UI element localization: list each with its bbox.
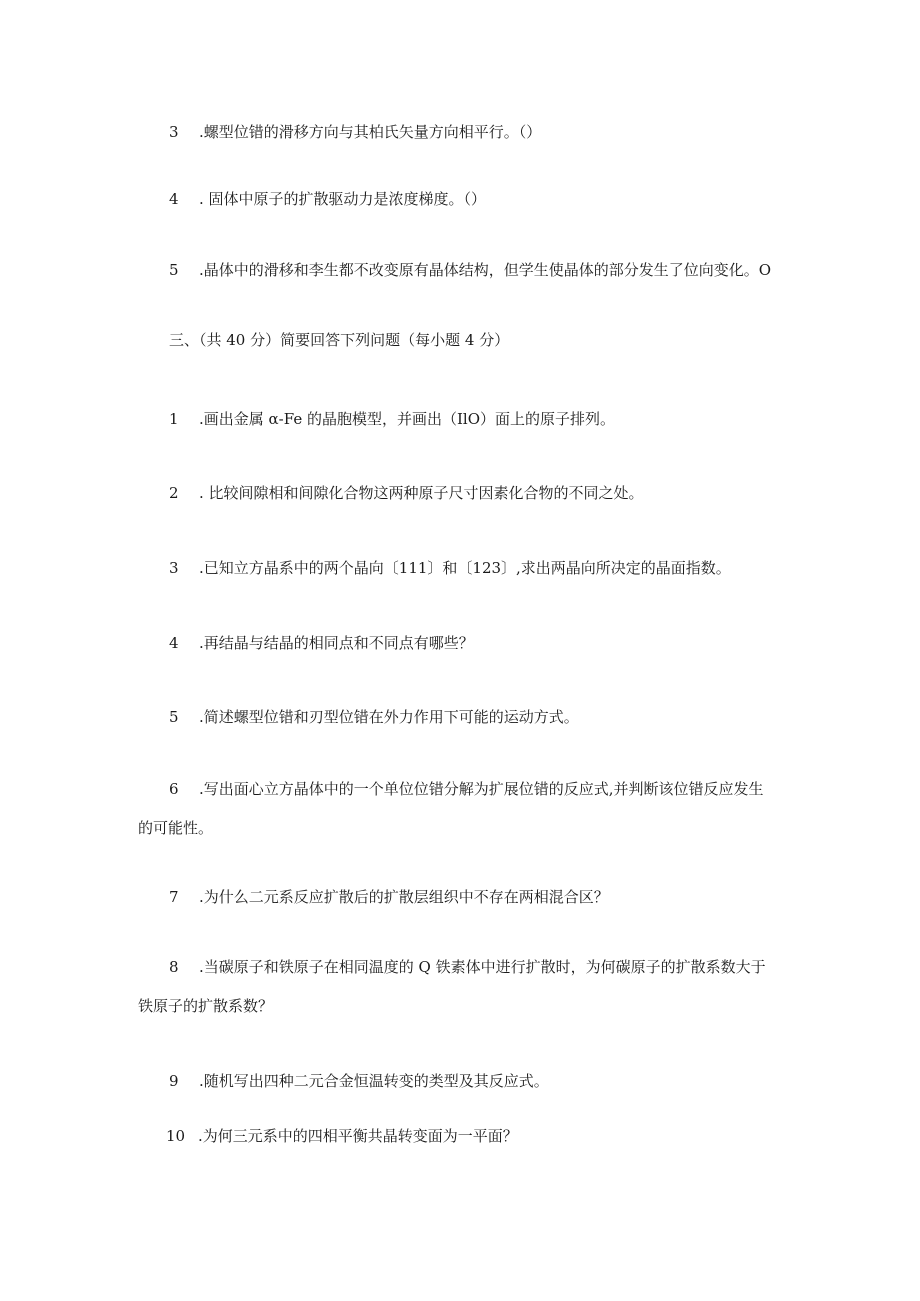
question-text: .为何三元系中的四相平衡共晶转变面为一平面？ bbox=[198, 1127, 518, 1145]
question-number: 5 bbox=[169, 708, 179, 726]
question-text: .写出面心立方晶体中的一个单位位错分解为扩展位错的反应式,并判断该位错反应发生 bbox=[199, 780, 764, 798]
question-number: 2 bbox=[169, 484, 179, 502]
item-text: .晶体中的滑移和李生都不改变原有晶体结构，但学生使晶体的部分发生了位向变化。O bbox=[199, 261, 772, 279]
question-text: .为什么二元系反应扩散后的扩散层组织中不存在两相混合区？ bbox=[199, 888, 609, 906]
question-6 bbox=[169, 779, 764, 799]
question-text: .再结晶与结晶的相同点和不同点有哪些？ bbox=[199, 634, 474, 652]
question-8-continuation: 铁原子的扩散系数？ bbox=[138, 997, 274, 1015]
question-8 bbox=[169, 957, 766, 977]
question-1 bbox=[169, 409, 615, 429]
section-heading: 三、（共 40 分）简要回答下列问题（每小题 4 分） bbox=[169, 331, 510, 349]
question-10 bbox=[166, 1126, 518, 1146]
question-number: 9 bbox=[169, 1072, 179, 1090]
question-number: 4 bbox=[169, 634, 179, 652]
question-number: 8 bbox=[169, 958, 179, 976]
question-7 bbox=[169, 887, 609, 907]
question-number: 7 bbox=[169, 888, 179, 906]
judgement-item-4 bbox=[169, 189, 486, 209]
question-number: 1 bbox=[169, 410, 179, 428]
item-number: 3 bbox=[169, 123, 179, 141]
item-text: . 固体中原子的扩散驱动力是浓度梯度。（） bbox=[199, 190, 487, 208]
question-text: .画出金属 α-Fe 的晶胞模型，并画出（IlO）面上的原子排列。 bbox=[199, 410, 615, 428]
question-text: . 比较间隙相和间隙化合物这两种原子尺寸因素化合物的不同之处。 bbox=[199, 484, 644, 502]
question-number: 3 bbox=[169, 559, 179, 577]
question-number: 6 bbox=[169, 780, 179, 798]
question-text: .简述螺型位错和刃型位错在外力作用下可能的运动方式。 bbox=[199, 708, 579, 726]
question-number: 10 bbox=[166, 1127, 186, 1145]
question-text: .随机写出四种二元合金恒温转变的类型及其反应式。 bbox=[199, 1072, 549, 1090]
question-text: .已知立方晶系中的两个晶向〔111〕和〔123〕,求出两晶向所决定的晶面指数。 bbox=[199, 559, 731, 577]
question-3 bbox=[169, 558, 731, 578]
question-2 bbox=[169, 483, 644, 503]
question-9 bbox=[169, 1071, 549, 1091]
judgement-item-3 bbox=[169, 122, 541, 142]
judgement-item-5 bbox=[169, 260, 771, 280]
question-text: .当碳原子和铁原子在相同温度的 Q 铁素体中进行扩散时，为何碳原子的扩散系数大于 bbox=[199, 958, 766, 976]
item-number: 5 bbox=[169, 261, 179, 279]
item-number: 4 bbox=[169, 190, 179, 208]
question-6-continuation: 的可能性。 bbox=[138, 819, 214, 837]
item-text: .螺型位错的滑移方向与其柏氏矢量方向相平行。（） bbox=[199, 123, 542, 141]
question-5 bbox=[169, 707, 579, 727]
question-4 bbox=[169, 633, 474, 653]
